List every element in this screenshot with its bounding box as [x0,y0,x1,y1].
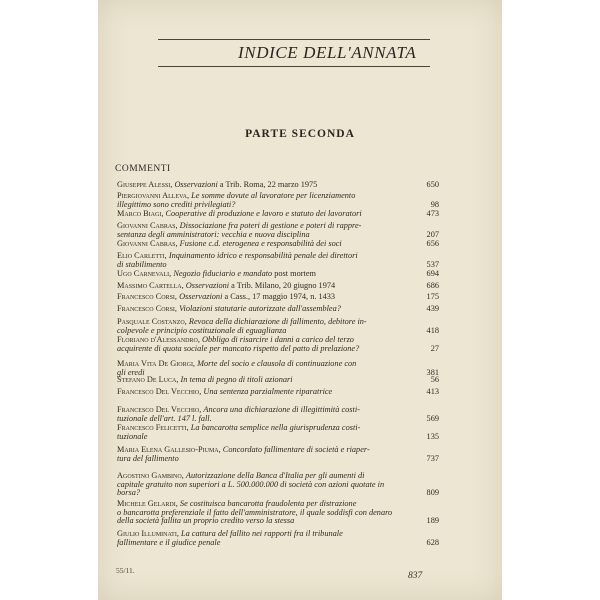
index-entry [117,530,439,547]
index-entry [117,181,439,190]
entry-title: Osservazioni [185,282,230,290]
index-entry [117,210,439,219]
entry-page-number: 98 [430,199,439,209]
entry-page-number: 207 [426,229,439,239]
entry-detail: a Trib. Milano, 20 giugno 1974 [229,282,336,290]
index-entry [117,222,439,239]
section-title: PARTE SECONDA [245,128,355,140]
index-entry [117,282,439,291]
entry-author: Maria Vita De Giorgi, [117,360,198,368]
entry-page-number: 56 [430,375,439,384]
entry-author: Marco Biagi, [117,210,166,218]
entry-title-continued: colpevole e principio costituzionale di eguaglianza [117,326,287,335]
entry-title: Se costituisca bancarotta fraudolenta per distrazione [179,500,357,508]
index-entry [117,305,439,314]
entry-page-number: 809 [426,488,439,498]
entry-title-continued: o bancarotta preferenziale il fatto dell'amministratore, il quale soddisfi con denaro della società fallita un proprio credito verso la stessa [117,508,393,526]
entry-page-number: 569 [426,413,439,423]
entry-title: La bancarotta semplice nella giurisprudenza costi- [190,424,361,432]
entry-title: Cooperative di produzione e lavoro e statuto dei lavoratori [165,210,362,218]
entry-author: Pasquale Costanzo, [117,318,189,326]
entry-author: Floriano d'Alessandro, [117,336,202,344]
running-title: INDICE DELL'ANNATA [238,43,417,62]
entry-page-number: 189 [426,516,439,526]
entry-author: Giulio Illuminati, [117,530,181,538]
entry-title-continued: illegittimo sono crediti privilegiati? [117,200,236,209]
entry-page-number: 439 [426,304,439,313]
entry-page-number: 175 [426,292,439,301]
entry-author: Massimo Cartella, [117,282,186,290]
entry-page-number: 473 [426,209,439,218]
index-entry [117,192,439,209]
entry-author: Giuseppe Alessi, [117,181,175,189]
entry-page-number: 537 [426,259,439,269]
entry-author: Michele Gelardi, [117,500,180,508]
entry-page-number: 381 [426,367,439,377]
index-entry [117,336,439,353]
entry-title: Revoca della dichiarazione di fallimento, debitore in- [188,318,367,326]
entry-author: Stefano De Luca, [117,376,181,384]
entry-page-number: 656 [426,239,439,248]
entry-title-continued: sentanza degli amministratori: vecchia e nuova disciplina [117,230,310,239]
entry-author: Francesco Corsi, [117,305,180,313]
index-entry [117,252,439,269]
entry-title: Negozio fiduciario e mandato [173,270,273,278]
entry-title: Inquinamento idrico e responsabilità penale dei direttori [168,252,358,260]
page-number: 837 [408,571,423,581]
entry-author: Giovanni Cabras, [117,222,180,230]
entry-title: Le somme dovute al lavoratore per licenziamento [191,192,356,200]
entry-author: Elio Carletti, [117,252,169,260]
entry-page-number: 413 [426,387,439,396]
entry-title: Dissociazione fra poteri di gestione e poteri di rappre- [179,222,362,230]
entry-author: Francesco Del Vecchio, [117,388,204,396]
entry-title-continued: gli eredi [117,368,145,377]
entry-detail: a Trib. Roma, 22 marzo 1975 [217,181,318,189]
entry-title: Fusione c.d. eterogenea e responsabilità dei soci [179,240,342,248]
index-entry [117,500,439,526]
entry-title-continued: tuzionale dell'art. 147 l. fall. [117,414,212,423]
entry-page-number: 135 [426,431,439,441]
index-entry [117,360,439,377]
entry-author: Agostino Gambino, [117,472,186,480]
entry-page-number: 418 [426,325,439,335]
entry-title-continued: di stabilimento [117,260,167,269]
entry-title: Osservazioni [174,181,218,189]
index-entry [117,388,439,397]
index-entry [117,318,439,335]
entry-author: Giovanni Cabras, [117,240,180,248]
entry-author: Francesco Corsi, [117,293,180,301]
entry-title: Ancora una dichiarazione di illegittimità costi- [203,406,360,414]
entry-page-number: 650 [426,180,439,189]
index-entry [117,293,439,302]
entry-title: Autorizzazione della Banca d'Italia per gli aumenti di [185,472,365,480]
entry-title: Obbligo di risarcire i danni a carico del terzo [202,336,354,344]
index-entry [117,424,439,441]
entry-author: Piergiovanni Alleva, [117,192,192,200]
entry-title-continued: fallimentare e il giudice penale [117,538,221,547]
entry-detail: post mortem [272,270,316,278]
section-subtitle: COMMENTI [115,164,171,174]
entry-title-continued: tuzionale [117,432,148,441]
entry-title: La cattura del fallito nei rapporti fra il tribunale [180,530,343,538]
entry-title-continued: tura del fallimento [117,454,179,463]
index-entry [117,472,439,498]
index-entry [117,240,439,249]
entry-detail: a Cass., 17 maggio 1974, n. 1433 [222,293,336,301]
entry-page-number: 628 [426,537,439,547]
index-entry [117,446,439,463]
entry-title: Violazioni statutarie autorizzate dall'assemblea? [179,305,341,313]
entry-title: Concordato fallimentare di società e riaper- [222,446,370,454]
entry-page-number: 27 [430,343,439,353]
entry-page-number: 737 [426,453,439,463]
entry-author: Francesco Felicetti, [117,424,191,432]
entry-page-number: 694 [426,269,439,278]
entry-author: Francesco Del Vecchio, [117,406,204,414]
entry-title: Morte del socio e clausola di continuazione con [197,360,357,368]
index-entry [117,270,439,279]
entry-title: Una sentenza parzialmente riparatrice [203,388,333,396]
index-entry [117,406,439,423]
entry-title-continued: capitale gratuito non superiori a L. 500.000.000 di società con azioni quotate in borsa? [117,480,385,498]
footer-code: 55/11. [116,566,135,575]
entry-author: Ugo Carnevali, [117,270,174,278]
entry-title-continued: acquirente di quota sociale per mancato rispetto del patto di prelazione? [117,344,360,353]
index-entry [117,376,439,385]
entry-title: Osservazioni [179,293,223,301]
entry-author: Maria Elena Gallesio-Piuma, [117,446,223,454]
entry-page-number: 686 [426,281,439,290]
entry-title: In tema di pegno di titoli azionari [180,376,293,384]
